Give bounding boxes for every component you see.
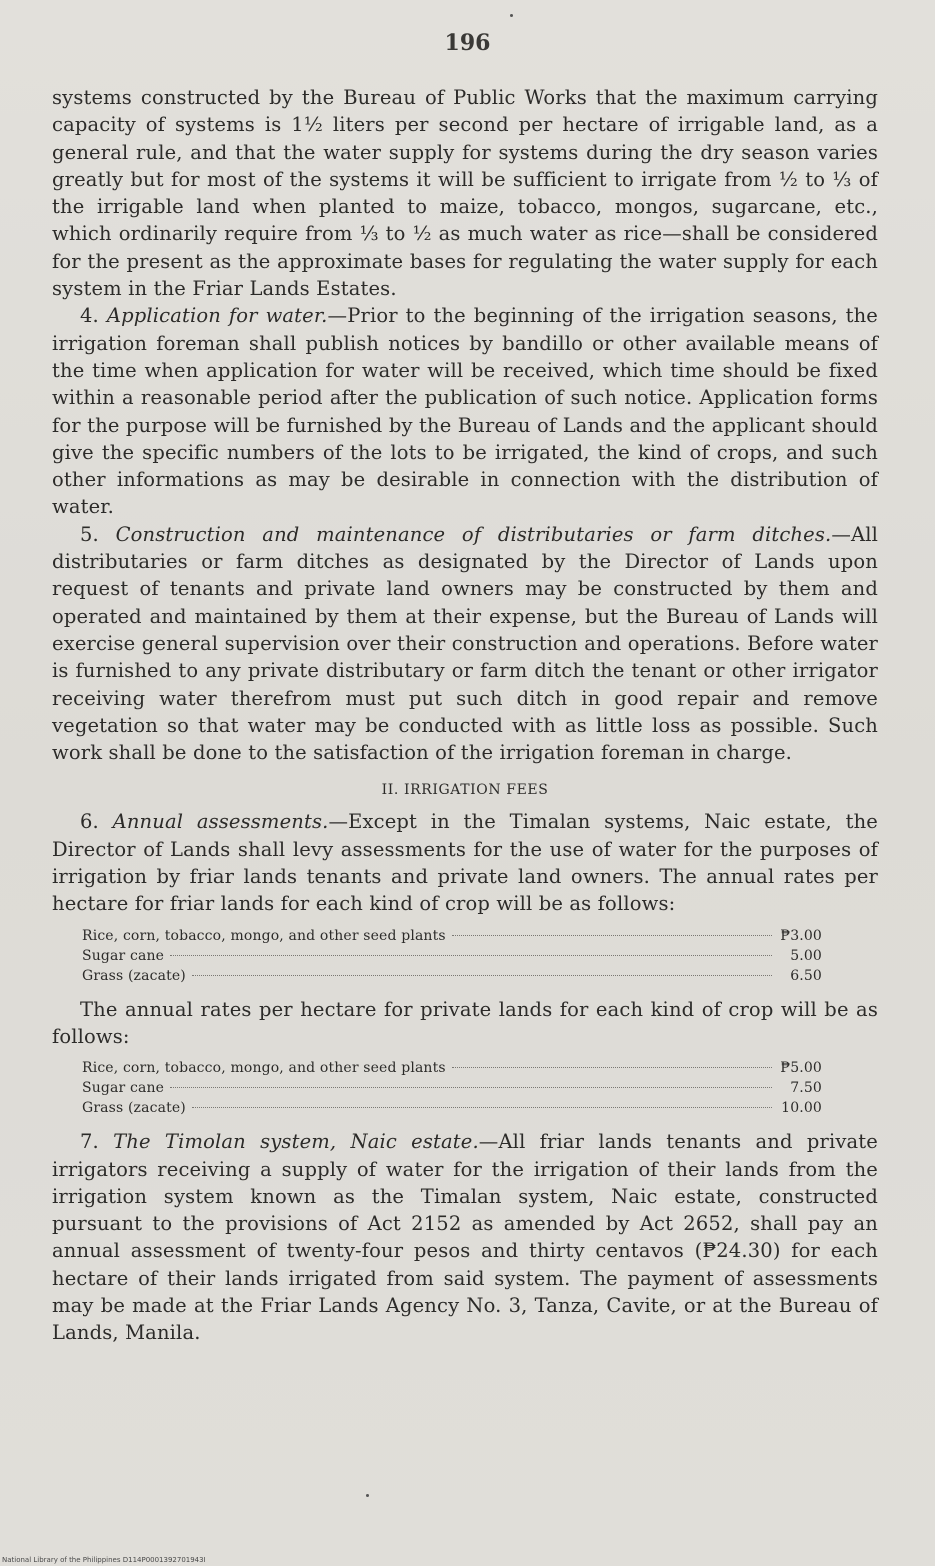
- paragraph-text: —Except in the Timalan systems, Naic estate, the Director of Lands shall levy assessments for the use of water for the purposes of irrigation by friar lands tenants and private land owners. The annual rates per hectare for friar lands for each kind of crop will be as follows:: [52, 810, 878, 916]
- rate-row: [82, 1058, 822, 1078]
- paragraph-7: [52, 1128, 878, 1346]
- rate-row: [82, 946, 822, 966]
- rate-value: 7.50: [790, 1080, 822, 1097]
- rate-label: Sugar cane: [82, 947, 165, 964]
- rate-row: [82, 1078, 822, 1098]
- rate-value: ₱5.00: [780, 1060, 822, 1077]
- private-lands-intro: The annual rates per hectare for private lands for each kind of crop will be as follows:: [52, 997, 878, 1048]
- friar-lands-rate-table: [82, 926, 822, 986]
- rate-label: Rice, corn, tobacco, mongo, and other seed plants: [82, 927, 446, 944]
- paragraph-number: 6.: [80, 810, 99, 834]
- rate-label: Grass (zacate): [82, 967, 186, 984]
- rate-value: 5.00: [790, 947, 822, 964]
- paragraph-continuation: systems constructed by the Bureau of Public Works that the maximum carrying capacity of systems is 1½ liters per second per hectare of irrigable land, as a general rule, and that the water supply for systems during the dry season varies greatly but for most of the systems it will be sufficient to irrigate from ½ to ⅓ of the irrigable land when planted to maize, tobacco, mongos, sugarcane, etc., which ordinarily require from ⅓ to ½ as much water as rice—shall be considered for the present as the approximate bases for regulating the water supply for each system in the Friar Lands Estates.: [52, 86, 878, 301]
- library-footer: National Library of the Philippines D114P0001392701943I: [2, 1556, 206, 1564]
- dot-leader: [192, 1107, 772, 1108]
- page-body: [52, 84, 878, 1347]
- dot-leader: [192, 975, 772, 976]
- dot-leader: [452, 1067, 772, 1068]
- rate-label: Grass (zacate): [82, 1100, 186, 1117]
- paragraph-5: [52, 521, 878, 767]
- private-lands-rate-table: [82, 1058, 822, 1118]
- paragraph-title: Annual assessments.: [112, 810, 329, 834]
- paragraph-number: 4.: [80, 304, 99, 328]
- dot-leader: [170, 1087, 772, 1088]
- section-heading: II. IRRIGATION FEES: [381, 782, 549, 799]
- page-number: 196: [444, 30, 491, 56]
- paragraph-text: —Prior to the beginning of the irrigation seasons, the irrigation foreman shall publish notices by bandillo or other available means of the time when application for water will be received, which time should be fixed within a reasonable period after the publication of such notice. Application forms for the purpose will be furnished by the Bureau of Lands and the applicant should give the specific numbers of the lots to be irrigated, the kind of crops, and such other informations as may be desirable in connection with the distribution of water.: [52, 304, 878, 519]
- rate-value: 6.50: [790, 967, 822, 984]
- paragraph-title: Application for water.: [106, 304, 328, 328]
- rate-value: ₱3.00: [780, 927, 822, 944]
- paragraph-number: 5.: [80, 522, 99, 546]
- rate-label: Rice, corn, tobacco, mongo, and other seed plants: [82, 1060, 446, 1077]
- paragraph-number: 7.: [80, 1130, 99, 1154]
- rate-label: Sugar cane: [82, 1080, 165, 1097]
- rate-row: [82, 926, 822, 946]
- paragraph-text: —All friar lands tenants and private irrigators receiving a supply of water for the irrigation of their lands from the irrigation system known as the Timalan system, Naic estate, constructed pursuant to the provisions of Act 2152 as amended by Act 2652, shall pay an annual assessment of twenty-four pesos and thirty centavos (₱24.30) for each hectare of their lands irrigated from said system. The payment of assessments may be made at the Friar Lands Agency No. 3, Tanza, Cavite, or at the Bureau of Lands, Manila.: [52, 1130, 878, 1345]
- rate-value: 10.00: [781, 1100, 822, 1117]
- rate-row: [82, 1098, 822, 1118]
- paragraph-4: [52, 302, 878, 520]
- paragraph-title: Construction and maintenance of distributaries or farm ditches.: [115, 522, 832, 546]
- dot-leader: [452, 935, 772, 936]
- paragraph-6: [52, 808, 878, 917]
- paragraph-text: —All distributaries or farm ditches as designated by the Director of Lands upon request of tenants and private land owners may be constructed by them and operated and maintained by them at their expense, but the Bureau of Lands will exercise general supervision over their construction and operations. Before water is furnished to any private distributary or farm ditch the tenant or other irrigator receiving water therefrom must put such ditch in good repair and remove vegetation so that water may be conducted with as little loss as possible. Such work shall be done to the satisfaction of the irrigation foreman in charge.: [52, 522, 878, 765]
- dot-leader: [170, 955, 772, 956]
- scan-speck: [366, 1494, 369, 1497]
- rate-row: [82, 966, 822, 986]
- scan-speck: [510, 14, 513, 17]
- paragraph-title: The Timolan system, Naic estate.: [113, 1130, 479, 1154]
